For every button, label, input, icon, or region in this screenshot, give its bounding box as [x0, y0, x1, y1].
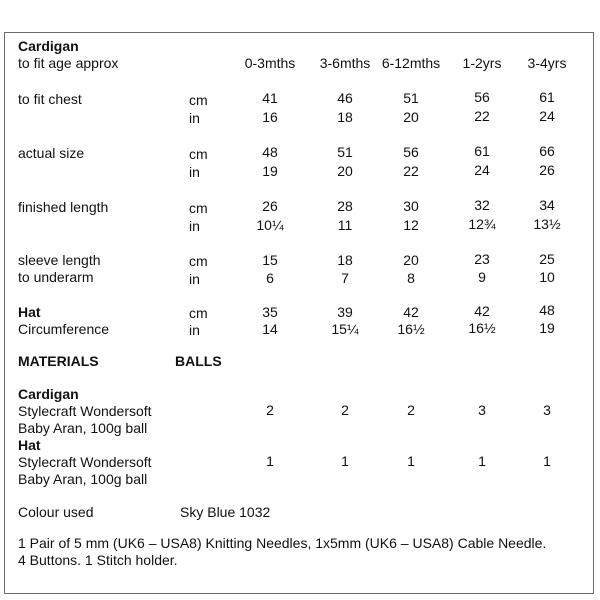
value-in: 16½ [468, 320, 496, 336]
needles-note: 1 Pair of 5 mm (UK6 – USA8) Knitting Needles, 1x5mm (UK6 – USA8) Cable Needle. [18, 535, 547, 551]
ball-count: 2 [266, 402, 274, 418]
unit-cm: cm [189, 200, 208, 216]
value-in: 20 [403, 109, 419, 125]
yarn-name: Stylecraft Wondersoft [18, 454, 152, 470]
value-cm: 66 [539, 143, 555, 159]
value-cm: 20 [403, 252, 419, 268]
ball-count: 1 [266, 453, 274, 469]
value-in: 19 [262, 163, 278, 179]
value-cm: 51 [337, 144, 353, 160]
measure-label: actual size [18, 145, 85, 161]
notions-note: 4 Buttons. 1 Stitch holder. [18, 552, 178, 568]
value-in: 11 [337, 217, 353, 233]
cardigan-title: Cardigan [18, 38, 79, 54]
size-header: 6-12mths [381, 55, 441, 71]
value-in: 10¼ [256, 217, 284, 233]
materials-heading: MATERIALS [18, 353, 99, 369]
measure-label: finished length [18, 199, 109, 215]
ball-count: 1 [543, 453, 551, 469]
value-cm: 42 [403, 304, 419, 320]
value-cm: 61 [474, 143, 490, 159]
value-cm: 39 [337, 304, 353, 320]
value-cm: 26 [262, 198, 278, 214]
value-in: 22 [403, 163, 419, 179]
unit-in: in [189, 218, 200, 234]
value-in: 22 [474, 108, 490, 124]
value-cm: 56 [403, 144, 419, 160]
value-in: 16 [262, 109, 278, 125]
value-cm: 28 [337, 198, 353, 214]
unit-cm: cm [189, 253, 208, 269]
ball-count: 2 [341, 402, 349, 418]
measure-label: Hat [18, 304, 41, 320]
value-in: 15¼ [331, 321, 359, 337]
value-cm: 23 [474, 251, 490, 267]
yarn-name: Stylecraft Wondersoft [18, 403, 152, 419]
size-chart-document [4, 32, 594, 594]
value-cm: 30 [403, 198, 419, 214]
value-cm: 41 [262, 90, 278, 106]
value-cm: 61 [539, 89, 555, 105]
value-cm: 56 [474, 89, 490, 105]
balls-heading: BALLS [175, 353, 222, 369]
measure-label: to underarm [18, 269, 94, 285]
measure-label: Circumference [18, 321, 110, 337]
value-cm: 25 [539, 251, 555, 267]
value-cm: 51 [403, 90, 419, 106]
value-cm: 32 [474, 197, 490, 213]
ball-count: 3 [543, 402, 551, 418]
ball-count: 1 [341, 453, 349, 469]
value-in: 12¾ [468, 216, 496, 232]
unit-cm: cm [189, 92, 208, 108]
value-in: 16½ [397, 321, 425, 337]
value-cm: 48 [539, 302, 555, 318]
unit-cm: cm [189, 146, 208, 162]
measure-label: sleeve length [18, 252, 101, 268]
value-in: 19 [539, 320, 555, 336]
colour-value: Sky Blue 1032 [180, 504, 271, 520]
ball-count: 2 [407, 402, 415, 418]
value-in: 24 [539, 108, 555, 124]
value-in: 20 [337, 163, 353, 179]
value-in: 6 [266, 270, 274, 286]
fit-age-label: to fit age approx [18, 55, 119, 71]
value-in: 7 [341, 270, 349, 286]
unit-in: in [189, 322, 200, 338]
measure-label: to fit chest [18, 91, 82, 107]
value-in: 8 [407, 270, 415, 286]
value-cm: 18 [337, 252, 353, 268]
value-in: 12 [403, 217, 419, 233]
material-heading: Cardigan [18, 386, 79, 402]
yarn-weight: Baby Aran, 100g ball [18, 420, 148, 436]
colour-label: Colour used [18, 504, 94, 520]
size-header: 0-3mths [244, 55, 296, 71]
ball-count: 1 [478, 453, 486, 469]
size-header: 3-4yrs [527, 55, 567, 71]
value-in: 14 [262, 321, 278, 337]
value-cm: 15 [262, 252, 278, 268]
value-cm: 34 [539, 197, 555, 213]
value-in: 26 [539, 162, 555, 178]
value-cm: 46 [337, 90, 353, 106]
value-in: 13½ [533, 216, 561, 232]
unit-in: in [189, 110, 200, 126]
size-header: 1-2yrs [462, 55, 502, 71]
unit-cm: cm [189, 305, 208, 321]
value-cm: 35 [262, 304, 278, 320]
unit-in: in [189, 164, 200, 180]
value-in: 9 [478, 269, 486, 285]
material-heading: Hat [18, 437, 41, 453]
unit-in: in [189, 271, 200, 287]
value-cm: 42 [474, 303, 490, 319]
yarn-weight: Baby Aran, 100g ball [18, 471, 148, 487]
value-in: 10 [539, 269, 555, 285]
value-cm: 48 [262, 144, 278, 160]
ball-count: 3 [478, 402, 486, 418]
size-header: 3-6mths [319, 55, 371, 71]
value-in: 24 [474, 162, 490, 178]
ball-count: 1 [407, 453, 415, 469]
value-in: 18 [337, 109, 353, 125]
